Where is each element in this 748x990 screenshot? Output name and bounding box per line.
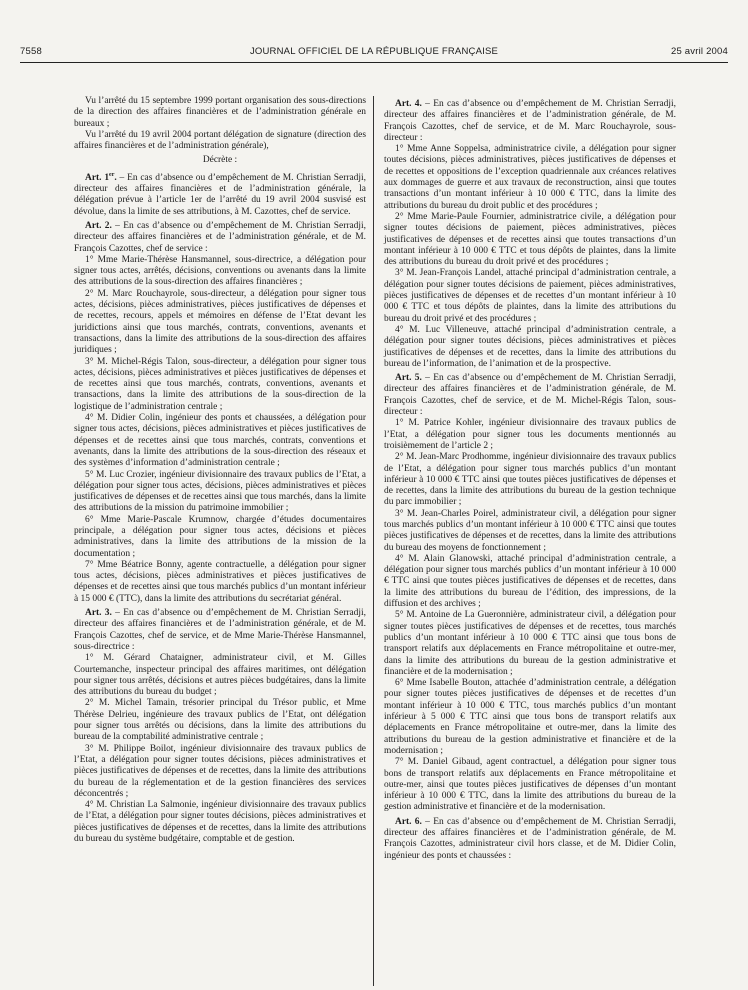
paragraph-text: 3° M. Michel-Régis Talon, sous-directeur, a délégation pour signer tous actes, décisions, pièces administratives et pièces justificatives de dépenses et de recettes ainsi que tous marchés, contrats, conventions, avenants et transactions, dans la limite des attributions de la sous-direction de la logistique de l’administration centrale ; xyxy=(74,356,366,412)
paragraph-text: Vu l’arrêté du 19 avril 2004 portant délégation de signature (direction des affaires financières et de l’administration générale), xyxy=(74,129,366,152)
page-number: 7558 xyxy=(20,46,42,57)
article-paragraph xyxy=(384,99,676,144)
body-paragraph xyxy=(384,325,676,370)
article-label: Art. 5. xyxy=(395,373,422,384)
body-paragraph xyxy=(384,678,676,757)
body-paragraph xyxy=(74,653,366,698)
paragraph-text: 1° Mme Marie-Thérèse Hansmannel, sous-directrice, a délégation pour signer tous actes, arrêtés, décisions, conventions ou avenants dans la limite des attributions de la sous-direction des affaires financières ; xyxy=(74,254,366,288)
decree-heading xyxy=(74,155,366,166)
body-paragraph xyxy=(384,418,676,452)
paragraph-text: 7° M. Daniel Gibaud, agent contractuel, a délégation pour signer tous bons de transport relatifs aux déplacements en France métropolitaine et outre-mer, ainsi que toutes pièces justificatives de dépenses d’un montant inférieur à 10 000 € TTC, dans la limite des attributions du bureau de la gestion administrative et financière et de la modernisation. xyxy=(384,757,676,813)
article-label: Art. 1er. xyxy=(85,171,117,183)
body-paragraph xyxy=(74,413,366,469)
body-paragraph xyxy=(74,800,366,845)
paragraph-text: 6° Mme Marie-Pascale Krumnow, chargée d’études documentaires principale, a délégation pour signer tous actes, décisions et pièces administratives, dans la limite des attributions de la mission de la documentation ; xyxy=(74,514,366,559)
paragraph-text: – En cas d’absence ou d’empêchement de M. Christian Serradji, directeur des affaires financières et de l’administration générale, de M. François Cazottes, chef de service, et de M. Michel-Régis Talon, sous-directeur : xyxy=(384,373,676,418)
body-paragraph xyxy=(74,255,366,289)
paragraph-text: 1° M. Patrice Kohler, ingénieur divisionnaire des travaux publics de l’Etat, a délégation pour signer tous les documents mentionnés au troisièmement de l’article 2 ; xyxy=(384,418,676,451)
body-paragraph xyxy=(74,698,366,743)
body-paragraph xyxy=(74,515,366,560)
paragraph-text: 4° M. Alain Glanowski, attaché principal d’administration centrale, a délégation pour signer tous marchés publics d’un montant inférieur à 10 000 € TTC ainsi que toutes pièces justificatives de dépenses et de recettes, dans la limite des attributions du bureau de l’édition, des impressions, de la diffusion et des archives ; xyxy=(384,553,676,610)
paragraph-text: 1° M. Gérard Chataigner, administrateur civil, et M. Gilles Courtemanche, inspecteur principal des affaires maritimes, ont délégation pour signer tous arrêtés, décisions et autres pièces budgétaires, dans la limite des attributions du bureau du budget ; xyxy=(74,653,366,698)
journal-title: JOURNAL OFFICIEL DE LA RÉPUBLIQUE FRANÇAISE xyxy=(249,46,499,57)
body-paragraph xyxy=(384,509,676,554)
article-paragraph xyxy=(74,173,366,218)
publication-date: 25 avril 2004 xyxy=(671,46,728,57)
body-paragraph xyxy=(384,144,676,212)
body-paragraph xyxy=(384,554,676,610)
paragraph-text: – En cas d’absence ou d’empêchement de M. Christian Serradji, directeur des affaires financières et de l’administration générale, de M. François Cazottes, administrateur civil hors classe, et de M. Didier Colin, ingénieur des ponts et chaussées : xyxy=(384,816,676,861)
paragraph-text: 2° M. Jean-Marc Prodhomme, ingénieur divisionnaire des travaux publics de l’Etat, a délégation pour signer tous marchés publics d’un montant inférieur à 10 000 € TTC ainsi que toutes pièces justificatives de dépenses et de recettes, dans la limite des attributions du bureau de la gestion technique du parc immobilier ; xyxy=(384,452,676,508)
body-paragraph xyxy=(384,610,676,678)
article-label: Art. 4. xyxy=(395,99,422,109)
paragraph-text: 2° M. Marc Rouchayrole, sous-directeur, a délégation pour signer tous actes, décisions, pièces administratives, pièces justificatives de dépenses et de recettes, recours, appels et mémoires en défense de l’Etat devant les juridictions ainsi que tous marchés, contrats, conventions, avenants et transactions, dans la limite des attributions de la sous-direction des affaires juridiques ; xyxy=(74,288,366,356)
body-paragraph xyxy=(74,470,366,515)
paragraph-text: 2° M. Michel Tamain, trésorier principal du Trésor public, et Mme Thérèse Delrieu, ingénieure des travaux publics de l’Etat, ont délégation pour signer tous arrêtés ou décisions, dans la limite des attributions du bureau de la comptabilité administrative centrale ; xyxy=(74,698,366,743)
header-rule xyxy=(20,62,728,63)
body-paragraph xyxy=(74,289,366,357)
paragraph-text: 5° M. Luc Crozier, ingénieur divisionnaire des travaux publics de l’Etat, a délégation pour signer tous actes, décisions, pièces administratives et pièces justificatives de dépenses et de recettes ainsi que tous marchés, dans la limite des attributions de la mission du patrimoine immobilier ; xyxy=(74,469,366,514)
article-label: Art. 3. xyxy=(85,608,112,619)
article-paragraph xyxy=(384,373,676,418)
body-paragraph xyxy=(74,130,366,153)
paragraph-text: Décrète : xyxy=(202,155,238,166)
paragraph-text: – En cas d’absence ou d’empêchement de M. Christian Serradji, directeur des affaires financières et de l’administration générale, et de M. François Cazottes, chef de service, et de Mme Marie-Thérèse Hansmannel, sous-directrice : xyxy=(74,608,366,652)
paragraph-text: – En cas d’absence ou d’empêchement de M. Christian Serradji, directeur des affaires financières et de l’administration générale, et de M. François Cazottes, chef de service : xyxy=(74,220,366,254)
article-paragraph xyxy=(384,817,676,862)
paragraph-text: 4° M. Didier Colin, ingénieur des ponts et chaussées, a délégation pour signer tous actes, décisions, pièces administratives et pièces justificatives de dépenses et de recettes ainsi que tous marchés, contrats, conventions et avenants, dans la limite des attributions de la sous-direction des réseaux et des systèmes d’information d’administration centrale ; xyxy=(74,413,366,469)
paragraph-text: 5° M. Antoine de La Gueronnière, administrateur civil, a délégation pour signer toutes pièces justificatives de dépenses et de recettes, tous marchés publics d’un montant inférieur à 10 000 € TTC ainsi que tous bons de transport relatifs aux déplacements en France métropolitaine et outre-mer, dans la limite des attributions du bureau de la gestion administrative et financière et de la modernisation ; xyxy=(384,610,676,677)
article-label: Art. 2. xyxy=(85,220,112,231)
column-separator xyxy=(373,96,374,986)
paragraph-text: 3° M. Jean-François Landel, attaché principal d’administration centrale, a délégation pour signer toutes décisions de paiement, pièces administratives, pièces justificatives de dépenses et de recettes d’un montant inférieur à 10 000 € TTC et tous dépôts de plaintes, dans la limite des attributions du bureau du droit privé et des procédures ; xyxy=(384,268,676,324)
paragraph-text: – En cas d’absence ou d’empêchement de M. Christian Serradji, directeur des affaires financières et de l’administration générale, la délégation prévue à l’article 1er de l’arrêté du 19 avril 2004 susvisé est dévolue, dans la limite de ses attributions, à M. Cazottes, chef de service. xyxy=(74,172,366,217)
body-paragraph xyxy=(74,744,366,800)
left-column xyxy=(74,96,366,845)
paragraph-text: 3° M. Jean-Charles Poirel, administrateur civil, a délégation pour signer tous marchés publics d’un montant inférieur à 10 000 € TTC ainsi que toutes pièces justificatives de dépenses et de recettes, dans la limite des attributions du bureau des moyens de fonctionnement ; xyxy=(384,508,676,553)
paragraph-text: 3° M. Philippe Boilot, ingénieur divisionnaire des travaux publics de l’Etat, a délégation pour signer toutes décisions, pièces administratives et pièces justificatives de dépenses et de recettes, dans la limite des attributions du bureau de la réglementation et de la gestion financières des services déconcentrés ; xyxy=(74,743,366,799)
article-paragraph xyxy=(74,608,366,653)
right-column xyxy=(384,96,676,862)
body-paragraph xyxy=(384,452,676,508)
body-paragraph xyxy=(384,757,676,813)
paragraph-text: 1° Mme Anne Soppelsa, administratrice civile, a délégation pour signer toutes décisions, pièces administratives, pièces justificatives de dépenses et de recettes et oppositions de l’exception quadriennale aux créances relatives aux dommages de guerre et aux travaux de reconstruction, ainsi que toutes transactions d’un montant inférieur à 10 000 € TTC, dans la limite des attributions du bureau du droit public et des procédures ; xyxy=(384,144,676,211)
body-paragraph xyxy=(384,212,676,268)
paragraph-text: 7° Mme Béatrice Bonny, agente contractuelle, a délégation pour signer tous actes, décisions, pièces administratives et pièces justificatives de dépenses et de recettes ainsi que tous marchés publics d’un montant inférieur à 15 000 € (TTC), dans la limite des attributions du secrétariat général. xyxy=(74,559,366,604)
page-header xyxy=(20,46,728,60)
paragraph-text: 6° Mme Isabelle Bouton, attachée d’administration centrale, a délégation pour signer toutes pièces justificatives de dépenses et de recettes d’un montant inférieur à 10 000 € TTC, tous marchés publics d’un montant inférieur à 5 000 € TTC ainsi que tous bons de transport relatifs aux déplacements en France métropolitaine et outre-mer, dans la limite des attributions du bureau de la gestion administrative et financière et de la modernisation ; xyxy=(384,678,676,756)
paragraph-text: 4° M. Luc Villeneuve, attaché principal d’administration centrale, a délégation pour signer toutes décisions, pièces administratives et pièces justificatives de dépenses et de recettes, dans la limite des attributions du bureau de l’information, de l’animation et de la prospective. xyxy=(384,324,676,369)
body-paragraph xyxy=(74,560,366,605)
paragraph-text: 2° Mme Marie-Paule Fournier, administratrice civile, a délégation pour signer toutes décisions de paiement, pièces administratives, pièces justificatives de dépenses et de recettes ainsi que toutes transactions d’un montant inférieur à 10 000 € TTC et tous dépôts de plaintes, dans la limite des attributions du bureau du droit privé et des procédures ; xyxy=(384,211,676,268)
body-paragraph xyxy=(384,268,676,324)
article-label: Art. 6. xyxy=(395,816,422,827)
paragraph-text: 4° M. Christian La Salmonie, ingénieur divisionnaire des travaux publics de l’Etat, a délégation pour signer toutes décisions, pièces administratives et pièces justificatives de dépenses et de recettes, dans la limite des attributions du bureau du système budgétaire, comptable et de gestion. xyxy=(74,800,366,844)
article-paragraph xyxy=(74,221,366,255)
body-paragraph xyxy=(74,96,366,130)
paragraph-text: – En cas d’absence ou d’empêchement de M. Christian Serradji, directeur des affaires financières et de l’administration générale, de M. François Cazottes, chef de service, et de M. Marc Rouchayrole, sous-directeur : xyxy=(384,99,676,143)
paragraph-text: Vu l’arrêté du 15 septembre 1999 portant organisation des sous-directions de la direction des affaires financières et de l’administration générale en bureaux ; xyxy=(74,96,366,129)
body-paragraph xyxy=(74,357,366,413)
